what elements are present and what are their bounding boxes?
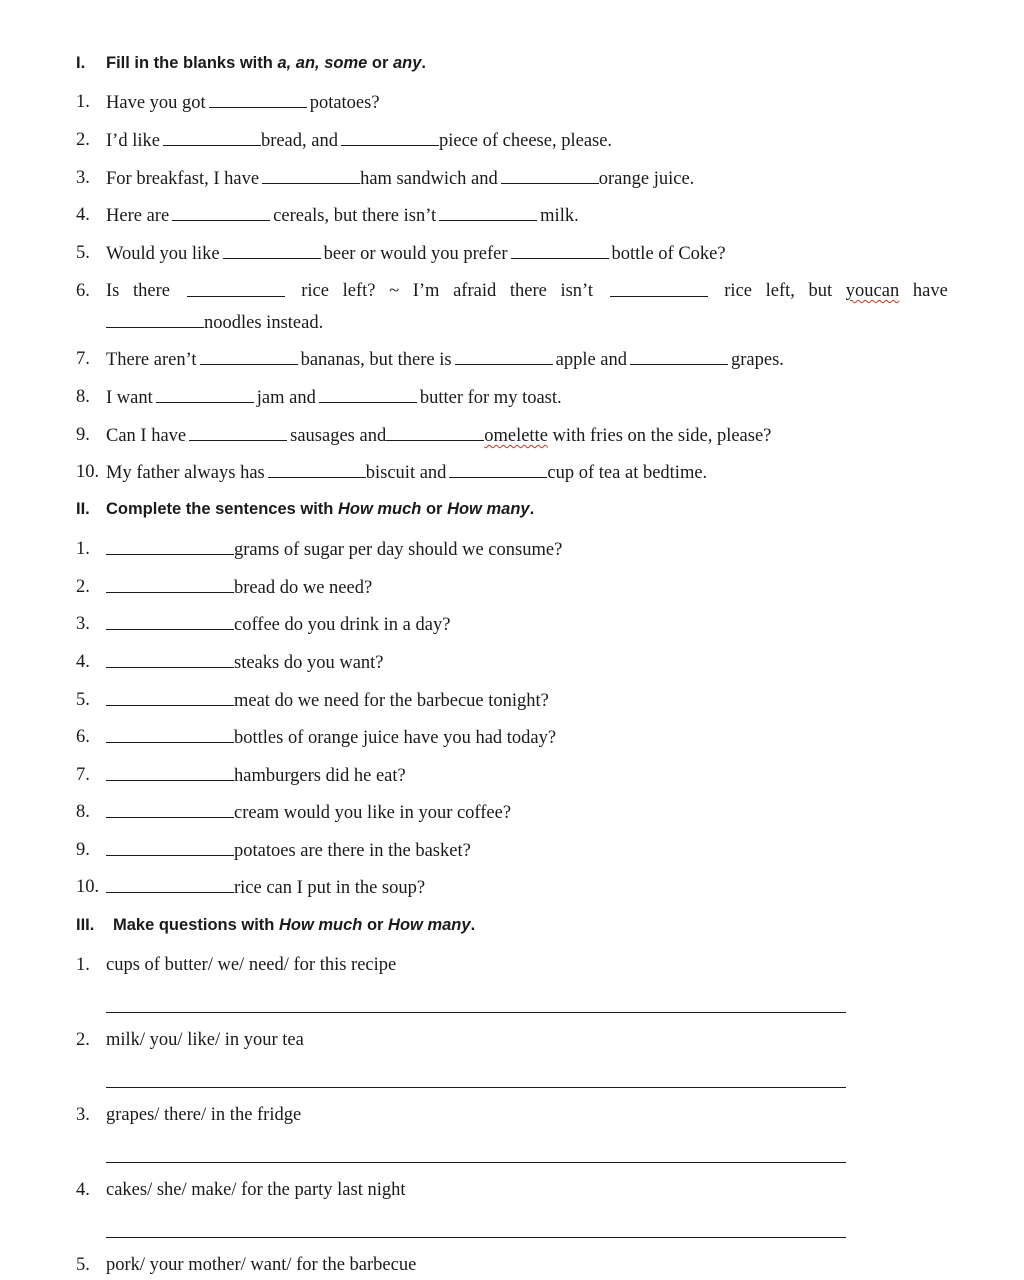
- section-2-numeral: II.: [76, 500, 90, 518]
- section-2-or: or: [421, 500, 448, 518]
- item-text: grapes/ there/ in the fridge: [106, 1105, 302, 1125]
- item-text: coffee do you drink in a day?: [234, 615, 451, 635]
- item-text: orange juice.: [598, 169, 695, 189]
- item-number: 3.: [76, 1105, 90, 1125]
- item-number: 3.: [76, 614, 90, 634]
- item-text: rice can I put in the soup?: [234, 878, 426, 898]
- section-3-or: or: [362, 916, 389, 934]
- answer-blank[interactable]: [106, 539, 234, 555]
- item-text: bottles of orange juice have you had today?: [234, 728, 557, 748]
- item-number: 4.: [76, 1180, 90, 1200]
- item-text: piece of cheese, please.: [438, 131, 613, 151]
- word: afraid: [453, 281, 497, 301]
- item-number: 3.: [76, 168, 90, 188]
- section-2-period: .: [529, 500, 535, 518]
- item-text: meat do we need for the barbecue tonight?: [234, 691, 549, 711]
- section-1-title: Fill in the blanks with: [106, 54, 278, 72]
- spellcheck-word: youcan: [845, 281, 900, 301]
- item-number: 9.: [76, 840, 90, 860]
- answer-blank[interactable]: [106, 840, 234, 856]
- item-text: noodles instead.: [204, 313, 324, 333]
- answer-line[interactable]: [106, 1162, 846, 1163]
- word: I’m: [412, 281, 440, 301]
- section-2-term-2: How many: [447, 500, 530, 518]
- item-text: bread do we need?: [234, 578, 373, 598]
- answer-blank[interactable]: [455, 349, 553, 365]
- item-number: 1.: [76, 92, 90, 112]
- item-text: grams of sugar per day should we consume?: [234, 540, 563, 560]
- answer-blank[interactable]: [262, 168, 360, 184]
- item-text: beer or would you prefer: [323, 244, 508, 264]
- answer-blank[interactable]: [268, 462, 366, 478]
- item-number: 9.: [76, 425, 90, 445]
- answer-blank[interactable]: [106, 877, 234, 893]
- item-text: biscuit and: [365, 463, 447, 483]
- item-text: sausages and: [290, 426, 387, 446]
- answer-blank[interactable]: [106, 802, 234, 818]
- item-text: with fries on the side, please?: [547, 426, 772, 446]
- answer-blank[interactable]: [172, 205, 270, 221]
- item-text: cereals, but there isn’t: [273, 206, 437, 226]
- item-number: 8.: [76, 802, 90, 822]
- answer-blank[interactable]: [106, 652, 234, 668]
- answer-blank[interactable]: [439, 205, 537, 221]
- item-text: Would you like: [106, 244, 220, 264]
- item-number: 6.: [76, 727, 90, 747]
- word: ~: [389, 281, 400, 301]
- item-text: milk/ you/ like/ in your tea: [106, 1030, 304, 1050]
- answer-blank[interactable]: [610, 281, 708, 297]
- item-text: Have you got: [106, 93, 206, 113]
- answer-blank[interactable]: [106, 577, 234, 593]
- item-text: grapes.: [731, 350, 784, 370]
- item-number: 5.: [76, 1255, 90, 1275]
- item-text: butter for my toast.: [419, 388, 562, 408]
- item-text: potatoes are there in the basket?: [234, 841, 471, 861]
- item-number: 8.: [76, 387, 90, 407]
- answer-blank[interactable]: [163, 130, 261, 146]
- item-text: apple and: [555, 350, 628, 370]
- item-text: jam and: [256, 388, 316, 408]
- answer-blank[interactable]: [156, 387, 254, 403]
- answer-blank[interactable]: [187, 281, 285, 297]
- section-1-terms: a, an, some: [277, 54, 368, 72]
- section-1-period: .: [421, 54, 427, 72]
- answer-line[interactable]: [106, 1087, 846, 1088]
- word: there: [133, 281, 170, 301]
- word: but: [808, 281, 833, 301]
- item-text: pork/ your mother/ want/ for the barbecue: [106, 1255, 417, 1275]
- answer-blank[interactable]: [189, 425, 287, 441]
- item-number: 10.: [76, 877, 100, 897]
- item-text: ham sandwich and: [360, 169, 498, 189]
- item-text: steaks do you want?: [234, 653, 384, 673]
- item-text: There aren’t: [106, 350, 197, 370]
- answer-blank[interactable]: [630, 349, 728, 365]
- item-text: cream would you like in your coffee?: [234, 803, 512, 823]
- item-text: Can I have: [106, 426, 187, 446]
- item-text: bottle of Coke?: [611, 244, 726, 264]
- section-2-term-1: How much: [337, 500, 422, 518]
- section-1-numeral: I.: [76, 54, 86, 72]
- item-number: 2.: [76, 577, 90, 597]
- word: left,: [765, 281, 795, 301]
- item-text: cups of butter/ we/ need/ for this recipe: [106, 955, 397, 975]
- section-1-or: or: [367, 54, 393, 72]
- answer-line[interactable]: [106, 1237, 846, 1238]
- item-text: For breakfast, I have: [106, 169, 260, 189]
- item-text: Here are: [106, 206, 170, 226]
- word: have: [912, 281, 948, 301]
- item-number: 2.: [76, 1030, 90, 1050]
- item-text: cakes/ she/ make/ for the party last night: [106, 1180, 406, 1200]
- word: rice: [724, 281, 752, 301]
- item-text: milk.: [540, 206, 579, 226]
- answer-blank[interactable]: [341, 130, 439, 146]
- word: Is: [106, 281, 120, 301]
- answer-line[interactable]: [106, 1012, 846, 1013]
- item-text: I’d like: [106, 131, 160, 151]
- item-text: bananas, but there is: [300, 350, 452, 370]
- section-3-heading: [76, 916, 475, 935]
- answer-blank[interactable]: [200, 349, 298, 365]
- answer-blank[interactable]: [106, 727, 234, 743]
- answer-blank[interactable]: [106, 765, 234, 781]
- item-number: 5.: [76, 690, 90, 710]
- answer-blank[interactable]: [106, 312, 204, 328]
- item-number: 2.: [76, 130, 90, 150]
- answer-blank[interactable]: [209, 92, 307, 108]
- item-number: 6.: [76, 281, 90, 301]
- item-text: bread, and: [260, 131, 338, 151]
- section-3-term-1: How much: [278, 916, 363, 934]
- answer-blank[interactable]: [106, 614, 234, 630]
- section-2-title: Complete the sentences with: [106, 500, 338, 518]
- item-number: 4.: [76, 205, 90, 225]
- item-text: cup of tea at bedtime.: [547, 463, 708, 483]
- item-text: I want: [106, 388, 153, 408]
- item-number: 4.: [76, 652, 90, 672]
- section-3-term-2: How many: [388, 916, 471, 934]
- section-1-heading: [76, 54, 426, 73]
- word: isn’t: [560, 281, 594, 301]
- item-text: My father always has: [106, 463, 265, 483]
- section-3-title: Make questions with: [113, 916, 279, 934]
- answer-blank[interactable]: [223, 243, 321, 259]
- answer-blank[interactable]: [319, 387, 417, 403]
- section-3-period: .: [470, 916, 476, 934]
- word: rice: [301, 281, 329, 301]
- item-number: 10.: [76, 462, 100, 482]
- answer-blank[interactable]: [511, 243, 609, 259]
- answer-blank[interactable]: [386, 425, 484, 441]
- word: left?: [342, 281, 376, 301]
- spellcheck-word: omelette: [484, 426, 548, 446]
- answer-blank[interactable]: [501, 168, 599, 184]
- item-number: 1.: [76, 539, 90, 559]
- item-number: 7.: [76, 349, 90, 369]
- answer-blank[interactable]: [449, 462, 547, 478]
- word: there: [509, 281, 547, 301]
- item-number: 7.: [76, 765, 90, 785]
- item-text: hamburgers did he eat?: [234, 766, 406, 786]
- item-number: 1.: [76, 955, 90, 975]
- section-3-numeral: III.: [76, 916, 95, 934]
- section-1-last-term: any: [392, 54, 422, 72]
- answer-blank[interactable]: [106, 690, 234, 706]
- item-number: 5.: [76, 243, 90, 263]
- item-text: potatoes?: [309, 93, 380, 113]
- section-2-heading: [76, 500, 534, 519]
